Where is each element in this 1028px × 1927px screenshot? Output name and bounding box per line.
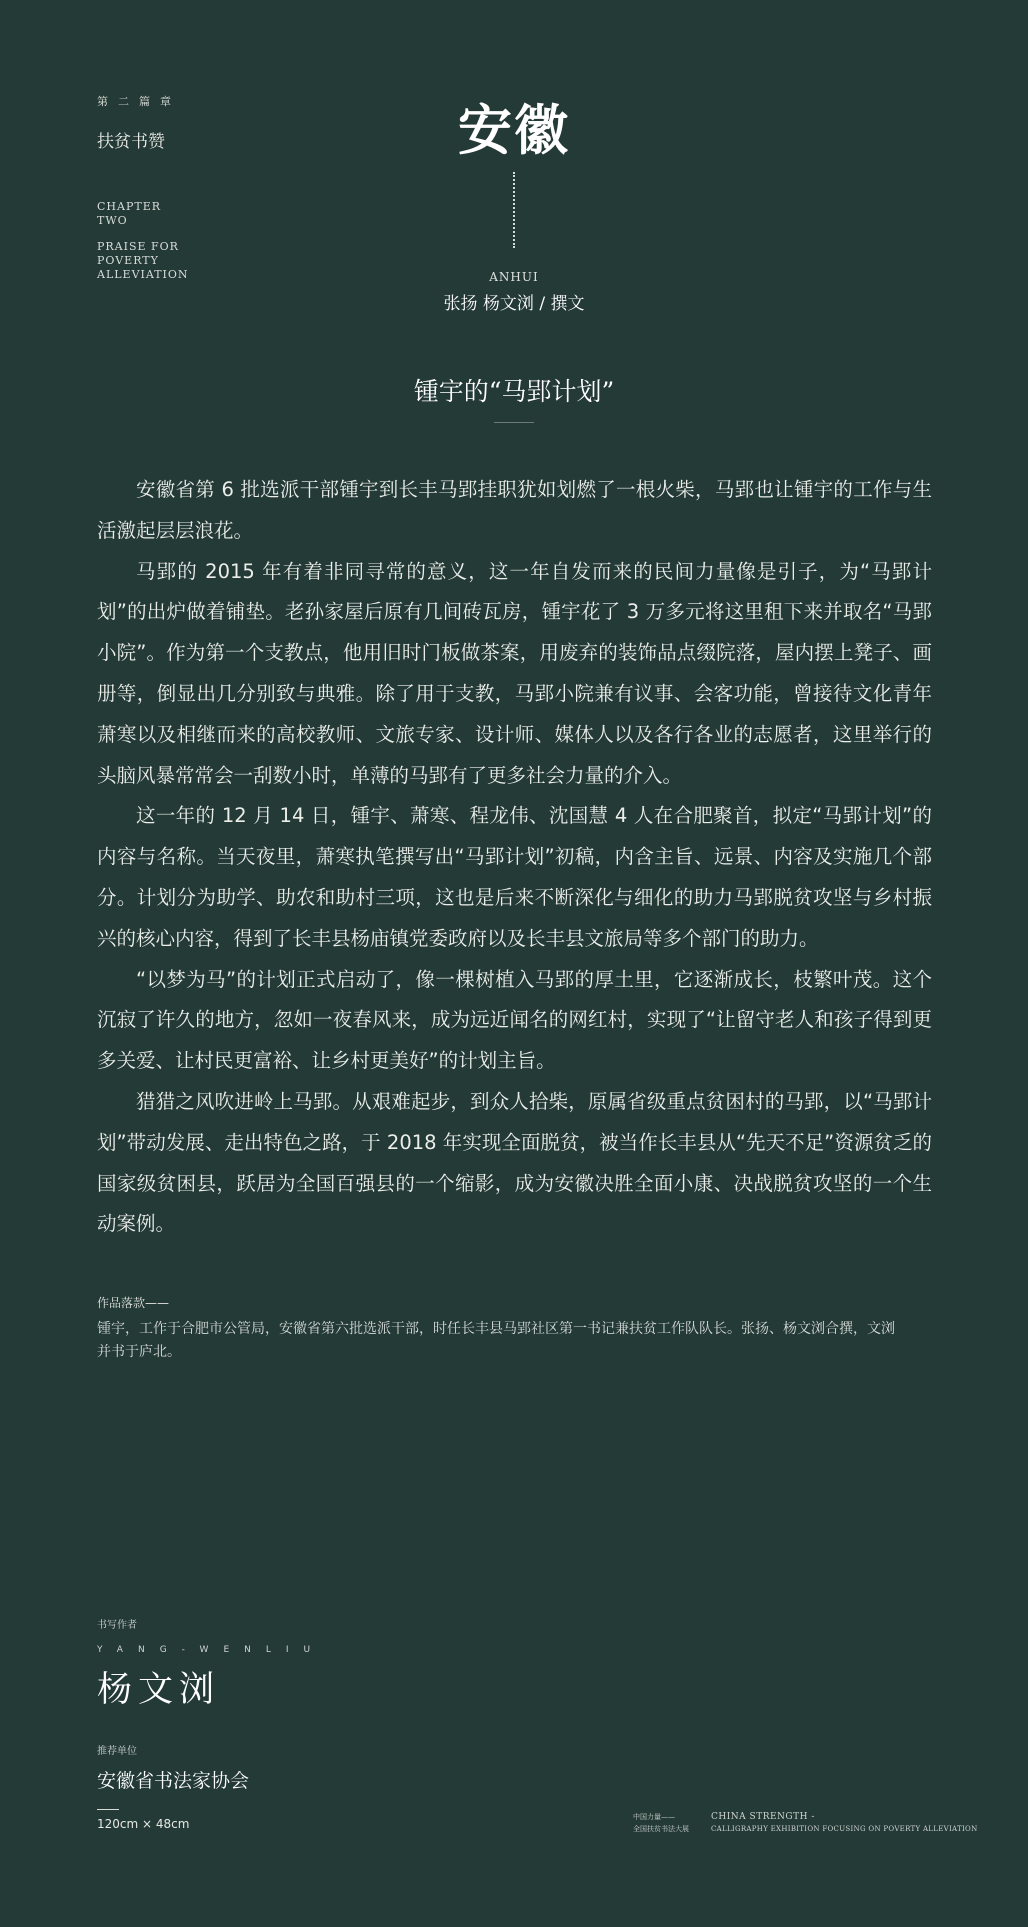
chapter-en-number-text: CHAPTER TWO xyxy=(97,200,162,227)
region-en-title: ANHUI xyxy=(489,270,539,284)
article-paragraph: 马郢的 2015 年有着非同寻常的意义，这一年自发而来的民间力量像是引子，为“马郢计划”的出炉做着铺垫。老孙家屋后原有几间砖瓦房，锺宇花了 3 万多元将这里租下来并取名“马郢小院”。作为第一个支教点，他用旧时门板做茶案，用废弃的装饰品点缀院落，屋内摆上凳子、画册等，倒显出几分别致与典雅。除了用于支教，马郢小院兼有议事、会客功能，曾接待文化青年萧寒以及相继而来的高校教师、文旅专家、设计师、媒体人以及各行各业的志愿者，这里举行的头脑风暴常常会一刮数小时，单薄的马郢有了更多社会力量的介入。 xyxy=(97,559,932,787)
writer-en-name: YANG-WENLIU xyxy=(97,1645,326,1655)
writer-name: 杨文浏 xyxy=(97,1670,221,1710)
article-paragraph: 猎猎之风吹进岭上马郢。从艰难起步，到众人拾柴，原属省级重点贫困村的马郢，以“马郢计划”带动发展、走出特色之路，于 2018 年实现全面脱贫，被当作长丰县从“先天不足”资源贫乏的国家级贫困县，跃居为全国百强县的一个缩影，成为安徽决胜全面小康、决战脱贫攻坚的一个生动案例。 xyxy=(97,1089,932,1236)
title-rule xyxy=(494,422,534,423)
credit-label: 作品落款—— xyxy=(97,1296,170,1310)
recommender-name: 安徽省书法家协会 xyxy=(97,1770,250,1792)
size-rule xyxy=(97,1809,119,1810)
chapter-en-title-text: PRAISE FOR POVERTY ALLEVIATION xyxy=(97,240,189,281)
chapter-number: 第二篇章 xyxy=(97,95,181,108)
recommender-label: 推荐单位 xyxy=(97,1746,137,1757)
footer-cn-line2: 全国扶贫书法大展 xyxy=(633,1825,689,1833)
artwork-size: 120cm × 48cm xyxy=(97,1817,190,1831)
authors-line: 张扬 杨文浏 / 撰文 xyxy=(443,294,585,314)
article-paragraph: 安徽省第 6 批选派干部锺宇到长丰马郢挂职犹如划燃了一根火柴，马郢也让锺宇的工作与生活激起层层浪花。 xyxy=(97,478,932,542)
region-title: 安徽 xyxy=(458,98,570,162)
chapter-subtitle: 扶贫书赞 xyxy=(97,132,165,152)
article-title: 锺宇的“马郢计划” xyxy=(413,377,615,406)
chapter-en-number xyxy=(97,200,217,228)
footer-cn-line1: 中国力量—— xyxy=(633,1813,675,1821)
article-paragraph: 这一年的 12 月 14 日，锺宇、萧寒、程龙伟、沈国慧 4 人在合肥聚首，拟定“马郢计划”的内容与名称。当天夜里，萧寒执笔撰写出“马郢计划”初稿，内含主旨、远景、内容及实施几个部分。计划分为助学、助农和助村三项，这也是后来不断深化与细化的助力马郢脱贫攻坚与乡村振兴的核心内容，得到了长丰县杨庙镇党委政府以及长丰县文旅局等多个部门的助力。 xyxy=(97,804,932,950)
credit-text: 锺宇，工作于合肥市公管局，安徽省第六批选派干部，时任长丰县马郢社区第一书记兼扶贫工作队队长。张扬、杨文浏合撰，文浏并书于庐北。 xyxy=(97,1321,895,1360)
article-paragraph: “以梦为马”的计划正式启动了，像一棵树植入马郢的厚土里，它逐渐成长，枝繁叶茂。这个沉寂了许久的地方，忽如一夜春风来，成为远近闻名的网红村，实现了“让留守老人和孩子得到更多关爱、让村民更富裕、让乡村更美好”的计划主旨。 xyxy=(97,967,932,1073)
dotted-divider xyxy=(513,172,515,248)
footer-cn xyxy=(633,1811,689,1835)
footer-en-line2: CALLIGRAPHY EXHIBITION FOCUSING ON POVERTY ALLEVIATION xyxy=(711,1825,978,1833)
footer-en-line1: CHINA STRENGTH - xyxy=(711,1812,815,1822)
article-body xyxy=(97,470,932,1245)
footer-en xyxy=(711,1811,978,1835)
writer-label: 书写作者 xyxy=(97,1620,137,1631)
